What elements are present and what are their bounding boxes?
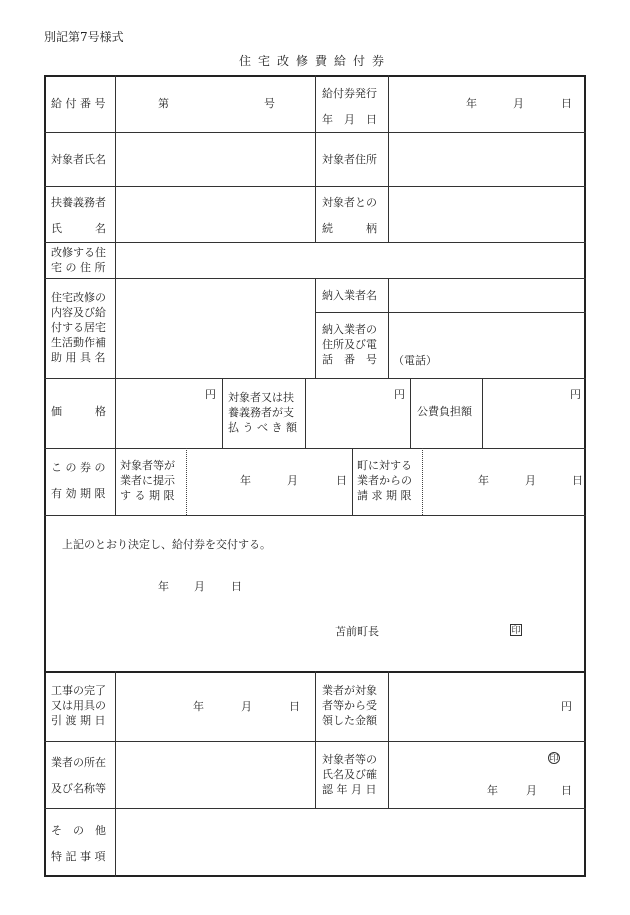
number-dai: 第: [158, 97, 169, 110]
target-seal-icon: 印: [549, 754, 559, 764]
col-dotted-line: [186, 448, 187, 515]
row-line: [44, 448, 586, 449]
col-line: [388, 75, 389, 242]
received-amount-label: 業者が対象 者等から受 領した金額: [322, 684, 377, 727]
guardian-name-label: 扶養義務者 氏 名: [51, 196, 106, 235]
confirm-day: 日: [561, 784, 572, 797]
col-line: [315, 278, 316, 378]
present-year: 年: [240, 474, 251, 487]
completion-year: 年: [193, 700, 204, 713]
completion-day: 日: [289, 700, 300, 713]
vendor-info-label: 業者の所在 及び名称等: [51, 756, 106, 795]
target-address-label: 対象者住所: [322, 153, 377, 166]
vendor-name-label: 納入業者名: [322, 289, 377, 302]
issue-month: 月: [513, 97, 524, 110]
issue-year: 年: [466, 97, 477, 110]
present-deadline-label: 対象者等が 業者に提示 す る 期 限: [120, 459, 175, 502]
col-line: [388, 278, 389, 378]
col-line: [115, 75, 116, 515]
col-dotted-line: [422, 448, 423, 515]
col-line: [388, 671, 389, 808]
col-line: [315, 75, 316, 242]
public-burden-label: 公費負担額: [417, 405, 472, 418]
mayor-seal-icon: 印: [511, 626, 521, 636]
benefit-number-label: 給 付 番 号: [51, 97, 106, 110]
present-day: 日: [336, 474, 347, 487]
number-go: 号: [264, 97, 275, 110]
col-line: [410, 378, 411, 448]
form-number-label: 別記第7号様式: [44, 30, 124, 44]
row-line: [44, 515, 586, 516]
relation-label: 対象者との 続 柄: [322, 196, 377, 235]
renovation-content-label: 住宅改修の 内容及び給 付する居宅 生活動作補 助 用 具 名: [51, 291, 106, 364]
price-label: 価 格: [51, 405, 106, 418]
claim-deadline-label: 町に対する 業者からの 請 求 期 限: [357, 459, 412, 502]
present-month: 月: [287, 474, 298, 487]
completion-date-label: 工事の完了 又は用具の 引 渡 期 日: [51, 684, 106, 727]
row-line: [44, 808, 586, 809]
phone-label: （電話）: [393, 354, 437, 367]
col-line: [305, 378, 306, 448]
house-address-label: 改修する住 宅 の 住 所: [51, 246, 106, 274]
confirm-year: 年: [487, 784, 498, 797]
decision-month: 月: [194, 580, 205, 593]
public-yen: 円: [570, 388, 581, 401]
claim-day: 日: [572, 474, 583, 487]
confirm-month: 月: [526, 784, 537, 797]
completion-month: 月: [241, 700, 252, 713]
price-yen: 円: [205, 388, 216, 401]
mayor-title: 苫前町長: [335, 625, 379, 638]
col-line: [315, 671, 316, 808]
validity-label: こ の 券 の 有 効 期 限: [51, 461, 106, 500]
decision-text: 上記のとおり決定し、給付券を交付する。: [62, 538, 271, 551]
claim-month: 月: [525, 474, 536, 487]
issue-day: 日: [561, 97, 572, 110]
target-name-label: 対象者氏名: [51, 153, 106, 166]
col-line: [115, 671, 116, 877]
row-line: [44, 378, 586, 379]
row-line: [44, 242, 586, 243]
payable-yen: 円: [394, 388, 405, 401]
payable-amount-label: 対象者又は扶 養義務者が支 払 う べ き 額: [228, 391, 297, 434]
col-line: [222, 378, 223, 448]
claim-year: 年: [478, 474, 489, 487]
issue-date-label: 給付券発行 年 月 日: [322, 87, 377, 126]
col-line: [482, 378, 483, 448]
other-notes-label: そ の 他 特 記 事 項: [51, 824, 106, 863]
received-yen: 円: [561, 700, 572, 713]
col-line: [352, 448, 353, 515]
vendor-address-label: 納入業者の 住所及び電 話 番 号: [322, 323, 377, 366]
row-line: [315, 312, 586, 313]
confirmation-label: 対象者等の 氏名及び確 認 年 月 日: [322, 753, 377, 796]
decision-day: 日: [231, 580, 242, 593]
decision-year: 年: [158, 580, 169, 593]
form-title: 住宅改修費給付券: [238, 54, 391, 68]
